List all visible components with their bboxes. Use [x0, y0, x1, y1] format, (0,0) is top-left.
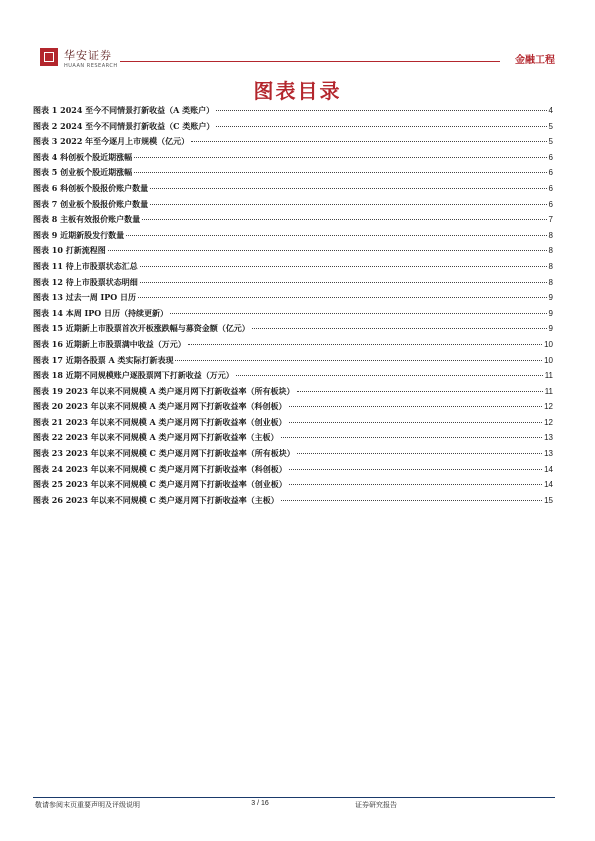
footer-divider [33, 797, 555, 798]
toc-entry-label: 图表 17 近期各股票 A 类实际打新表现 [33, 354, 174, 365]
toc-entry-page: 7 [548, 215, 553, 225]
toc-entry-label: 图表 16 近期新上市股票满中收益（万元） [33, 338, 186, 349]
toc-entry[interactable] [33, 214, 553, 230]
toc-entry[interactable] [33, 370, 553, 386]
toc-entry[interactable] [33, 432, 553, 448]
toc-entry-page: 8 [548, 230, 553, 240]
section-label: 金融工程 [515, 55, 555, 66]
toc-entry-page: 14 [544, 480, 553, 490]
toc-entry-page: 10 [544, 355, 553, 365]
toc-entry-page: 8 [548, 246, 553, 256]
toc-entry-page: 6 [548, 183, 553, 193]
toc-entry-page: 13 [544, 433, 553, 443]
toc-entry[interactable] [33, 245, 553, 261]
toc-entry-label: 图表 24 2023 年以来不同规模 C 类户逐月网下打新收益率（科创板） [33, 463, 287, 474]
toc-leader-dots [126, 235, 546, 236]
footer-doc-type: 证券研究报告 [355, 801, 397, 809]
toc-entry-page: 4 [548, 106, 553, 115]
toc-entry[interactable] [33, 464, 553, 480]
toc-leader-dots [188, 344, 542, 345]
toc-entry[interactable] [33, 261, 553, 277]
toc-entry[interactable] [33, 386, 553, 402]
toc-leader-dots [216, 126, 546, 127]
toc-entry-label: 图表 7 创业板个股报价账户数量 [33, 198, 149, 209]
toc-entry[interactable] [33, 121, 553, 137]
toc-leader-dots [108, 250, 547, 251]
toc-entry-page: 5 [548, 137, 553, 147]
footer-disclaimer: 敬请参阅末页重要声明及评级说明 [35, 801, 140, 809]
toc-entry[interactable] [33, 136, 553, 152]
page-title: 图表目录 [253, 79, 342, 103]
toc-entry-label: 图表 5 创业板个股近期涨幅 [33, 167, 133, 178]
toc-entry-label: 图表 1 2024 至今不同情景打新收益（A 类账户） [33, 105, 215, 115]
toc-entry-label: 图表 20 2023 年以来不同规模 A 类户逐月网下打新收益率（科创板） [33, 401, 287, 412]
toc-entry-label: 图表 18 近期不同规模账户逐股票网下打新收益（万元） [33, 370, 234, 381]
toc-leader-dots [289, 484, 542, 485]
toc-entry-label: 图表 11 待上市股票状态汇总 [33, 260, 138, 271]
toc-entry-page: 6 [548, 199, 553, 209]
table-of-figures [33, 105, 553, 510]
toc-entry-label: 图表 6 科创板个股报价账户数量 [33, 182, 149, 193]
toc-entry[interactable] [33, 495, 553, 511]
toc-entry-label: 图表 23 2023 年以来不同规模 C 类户逐月网下打新收益率（所有板块） [33, 448, 295, 459]
toc-leader-dots [281, 500, 542, 501]
toc-leader-dots [236, 375, 543, 376]
toc-leader-dots [140, 282, 547, 283]
toc-entry-label: 图表 12 待上市股票状态明细 [33, 276, 138, 287]
toc-entry-page: 11 [544, 386, 553, 396]
toc-leader-dots [150, 204, 546, 205]
toc-entry-page: 5 [548, 121, 553, 131]
toc-leader-dots [191, 141, 546, 142]
toc-leader-dots [150, 188, 546, 189]
toc-entry-page: 14 [544, 464, 553, 474]
toc-entry-page: 15 [544, 495, 553, 505]
toc-entry-page: 13 [544, 449, 553, 459]
huaan-logo-icon [40, 48, 58, 66]
toc-entry-page: 6 [548, 152, 553, 162]
toc-entry[interactable] [33, 230, 553, 246]
toc-entry-page: 9 [548, 293, 553, 303]
toc-leader-dots [289, 422, 543, 423]
toc-entry[interactable] [33, 292, 553, 308]
header-divider [120, 61, 500, 62]
toc-leader-dots [289, 469, 542, 470]
toc-entry[interactable] [33, 401, 553, 417]
toc-leader-dots [289, 406, 543, 407]
toc-entry[interactable] [33, 355, 553, 371]
toc-entry[interactable] [33, 308, 553, 324]
toc-entry-label: 图表 8 主板有效报价账户数量 [33, 214, 141, 225]
toc-leader-dots [170, 313, 547, 314]
toc-entry-page: 8 [548, 277, 553, 287]
toc-entry[interactable] [33, 417, 553, 433]
toc-leader-dots [142, 219, 546, 220]
toc-entry[interactable] [33, 448, 553, 464]
toc-leader-dots [297, 391, 543, 392]
toc-leader-dots [138, 297, 547, 298]
toc-entry-page: 8 [548, 261, 553, 271]
toc-leader-dots [216, 110, 546, 111]
toc-entry[interactable] [33, 479, 553, 495]
toc-entry[interactable] [33, 339, 553, 355]
toc-entry[interactable] [33, 323, 553, 339]
toc-entry-page: 10 [544, 339, 553, 349]
page-number: 3 / 16 [251, 800, 269, 807]
toc-entry-page: 12 [544, 402, 553, 412]
toc-entry-label: 图表 25 2023 年以来不同规模 C 类户逐月网下打新收益率（创业板） [33, 479, 287, 490]
toc-entry-label: 图表 15 近期新上市股票首次开板涨跌幅与募资金额（亿元） [33, 323, 250, 334]
toc-entry-label: 图表 22 2023 年以来不同规模 A 类户逐月网下打新收益率（主板） [33, 432, 279, 443]
toc-leader-dots [134, 172, 546, 173]
toc-entry-page: 11 [544, 371, 553, 381]
toc-entry-label: 图表 3 2022 年至今逐月上市规模（亿元） [33, 136, 190, 147]
toc-entry-label: 图表 10 打新流程图 [33, 245, 106, 256]
toc-entry-label: 图表 26 2023 年以来不同规模 C 类户逐月网下打新收益率（主板） [33, 494, 279, 505]
toc-leader-dots [175, 360, 542, 361]
toc-entry[interactable] [33, 277, 553, 293]
toc-entry-page: 9 [548, 324, 553, 334]
toc-leader-dots [252, 328, 547, 329]
toc-entry-label: 图表 9 近期新股发行数量 [33, 229, 125, 240]
toc-entry[interactable] [33, 152, 553, 168]
toc-entry-label: 图表 21 2023 年以来不同规模 A 类户逐月网下打新收益率（创业板） [33, 416, 287, 427]
toc-entry[interactable] [33, 183, 553, 199]
toc-entry-page: 9 [548, 308, 553, 318]
toc-entry-label: 图表 2 2024 至今不同情景打新收益（C 类账户） [33, 120, 215, 131]
logo-text: 华安证券 [64, 49, 112, 62]
toc-entry-page: 12 [544, 417, 553, 427]
toc-entry-page: 6 [548, 168, 553, 178]
toc-leader-dots [134, 157, 546, 158]
toc-entry[interactable] [33, 167, 553, 183]
page-header [40, 42, 555, 72]
toc-entry-label: 图表 13 过去一周 IPO 日历 [33, 292, 136, 303]
toc-entry[interactable] [33, 199, 553, 215]
toc-leader-dots [140, 266, 547, 267]
toc-leader-dots [297, 453, 542, 454]
toc-entry-label: 图表 4 科创板个股近期涨幅 [33, 151, 133, 162]
toc-entry-label: 图表 14 本周 IPO 日历（持续更新） [33, 307, 168, 318]
toc-entry[interactable] [33, 105, 553, 121]
logo-subtext: HUAAN RESEARCH [64, 63, 118, 69]
toc-leader-dots [281, 437, 543, 438]
toc-entry-label: 图表 19 2023 年以来不同规模 A 类户逐月网下打新收益率（所有板块） [33, 385, 295, 396]
